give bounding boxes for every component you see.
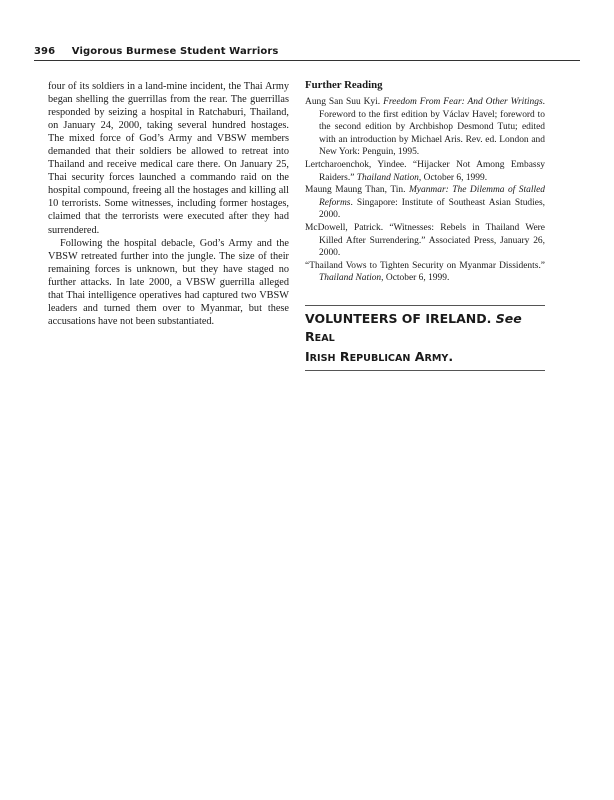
encyclopedia-entry	[305, 306, 545, 371]
entry-title: VOLUNTEERS OF IRELAND.	[305, 310, 492, 326]
page-number: 396	[34, 46, 56, 57]
reference-item: McDowell, Patrick. “Witnesses: Rebels in Thailand Were Killed After Surrendering.” Associated Press, January 26, 2000.	[305, 222, 545, 259]
body-paragraph-1: four of its soldiers in a land-mine incident, the Thai Army began shelling the guerrillas from the rear. The guerrillas responded by seizing a hospital in Ratchaburi, Thailand, on January 24, 2000, taking several hundred hostages. The mixed force of God’s Army and VBSW members demanded that their soldiers be allowed to retreat into Thailand and receive medical care there. On January 25, Thai security forces launched a commando raid on the hospital compound, freeing all the hostages and killing all 10 terrorists. Some witnesses, including former hostages, claimed that the terrorists were executed after they had surrendered.	[48, 81, 289, 236]
further-reading-heading: Further Reading	[305, 79, 383, 91]
further-reading-column	[305, 79, 545, 371]
running-header	[34, 46, 580, 61]
reference-item: Lertcharoenchok, Yindee. “Hijacker Not Among Embassy Raiders.” Thailand Nation, October 6, 1999.	[305, 159, 545, 183]
body-paragraph-2: Following the hospital debacle, God’s Army and the VBSW retreated further into the jungle. The size of their remaining forces is unknown, but they have staged no further attacks. In late 2000, a VBSW guerrilla alleged that Thai intelligence operatives had captured two VBSW leaders and turned them over to Myanmar, but these accusations have not been substantiated.	[48, 237, 289, 327]
reference-item: “Thailand Vows to Tighten Security on Myanmar Dissidents.” Thailand Nation, October 6, 1999.	[305, 260, 545, 284]
cross-reference: REAL IRISH REPUBLICAN ARMY.	[305, 328, 454, 364]
reference-item: Maung Maung Than, Tin. Myanmar: The Dilemma of Stalled Reforms. Singapore: Institute of Southeast Asian Studies, 2000.	[305, 185, 545, 221]
reference-item: Aung San Suu Kyi. Freedom From Fear: And Other Writings. Foreword to the first edition by Václav Havel; foreword to the second edition by Archbishop Desmond Tutu; edited with an introduction by Michael Aris. Rev. ed. London and New York: Penguin, 1995.	[305, 97, 545, 158]
running-title: Vigorous Burmese Student Warriors	[71, 46, 279, 57]
body-text-column	[48, 80, 289, 328]
reference-list	[305, 96, 545, 285]
see-label: See	[495, 310, 522, 326]
